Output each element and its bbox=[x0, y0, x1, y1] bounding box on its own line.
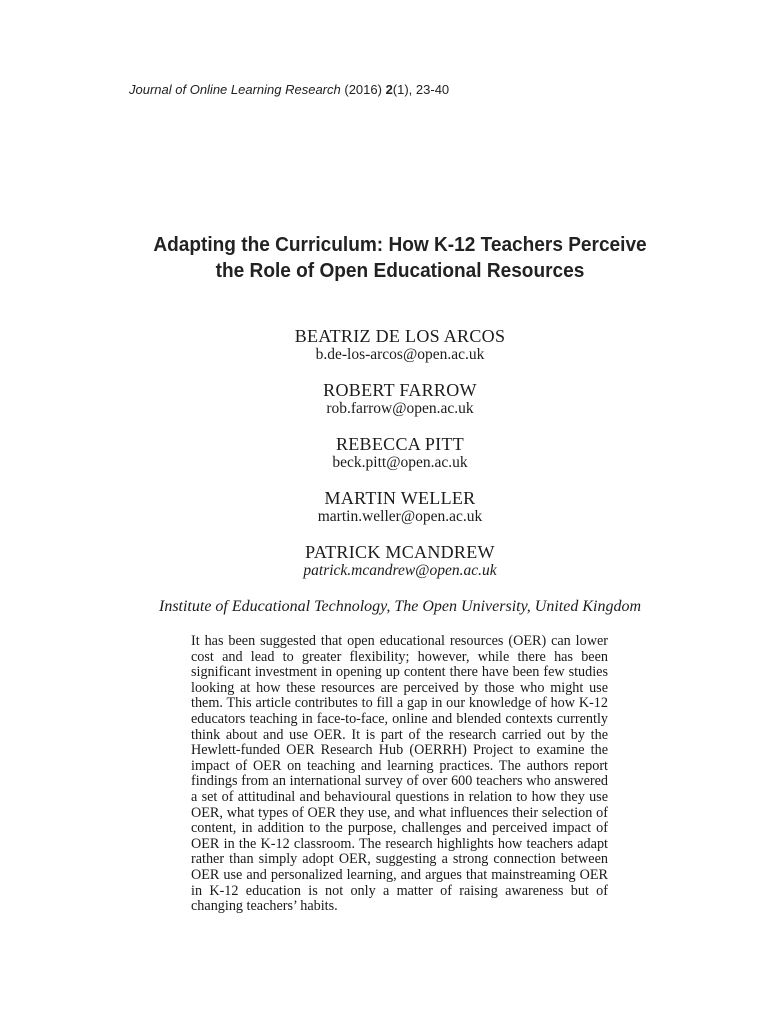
affiliation: Institute of Educational Technology, The Open University, United Kingdom bbox=[158, 598, 642, 615]
journal-issue-pages: (1), 23-40 bbox=[392, 82, 450, 97]
abstract: It has been suggested that open educational resources (OER) can lower cost and lead to greater flexibility; however, while there has been significant investment in opening up content there have been few studies looking at how these resources are perceived by those who might use them. This article contributes to fill a gap in our knowledge of how K-12 educators teaching in face-to-face, online and blended contexts currently think about and use OER. It is part of the research carried out by the Hewlett-funded OER Research Hub (OERRH) Project to examine the impact of OER on teaching and learning practices. The authors report findings from an international survey of over 600 teachers who answered a set of attitudinal and behavioural questions in relation to how they use OER, what types of OER they use, and what influences their selection of content, in addition to the purpose, challenges and perceived impact of OER in the K-12 classroom. The research highlights how teachers adapt rather than simply adopt OER, suggesting a strong connection between OER use and personalized learning, and argues that mainstreaming OER in K-12 education is not only a matter of raising awareness but of changing teachers’ habits. bbox=[191, 633, 608, 915]
author-email: martin.weller@open.ac.uk bbox=[317, 508, 483, 525]
author-email: b.de-los-arcos@open.ac.uk bbox=[315, 346, 485, 363]
journal-name: Journal of Online Learning Research bbox=[129, 82, 341, 97]
author-block bbox=[100, 542, 700, 580]
running-header bbox=[129, 82, 449, 97]
author-name: REBECCA PITT bbox=[335, 434, 465, 454]
paper-title-line-1: Adapting the Curriculum: How K-12 Teachers Perceive bbox=[153, 233, 647, 256]
author-block bbox=[100, 326, 700, 364]
author-name: MARTIN WELLER bbox=[324, 488, 476, 508]
journal-year: (2016) bbox=[340, 82, 386, 97]
author-name: ROBERT FARROW bbox=[323, 380, 477, 400]
author-email: beck.pitt@open.ac.uk bbox=[332, 454, 468, 471]
author-name: BEATRIZ DE LOS ARCOS bbox=[294, 326, 506, 346]
author-block bbox=[100, 380, 700, 418]
author-email: patrick.mcandrew@open.ac.uk bbox=[303, 562, 497, 579]
paper-title-line-2: the Role of Open Educational Resources bbox=[215, 259, 585, 282]
author-name: PATRICK MCANDREW bbox=[305, 542, 495, 562]
author-block bbox=[100, 434, 700, 472]
journal-volume: 2 bbox=[385, 82, 393, 97]
author-list bbox=[100, 326, 700, 596]
author-email: rob.farrow@open.ac.uk bbox=[326, 400, 474, 417]
author-block bbox=[100, 488, 700, 526]
paper-title bbox=[84, 232, 716, 284]
